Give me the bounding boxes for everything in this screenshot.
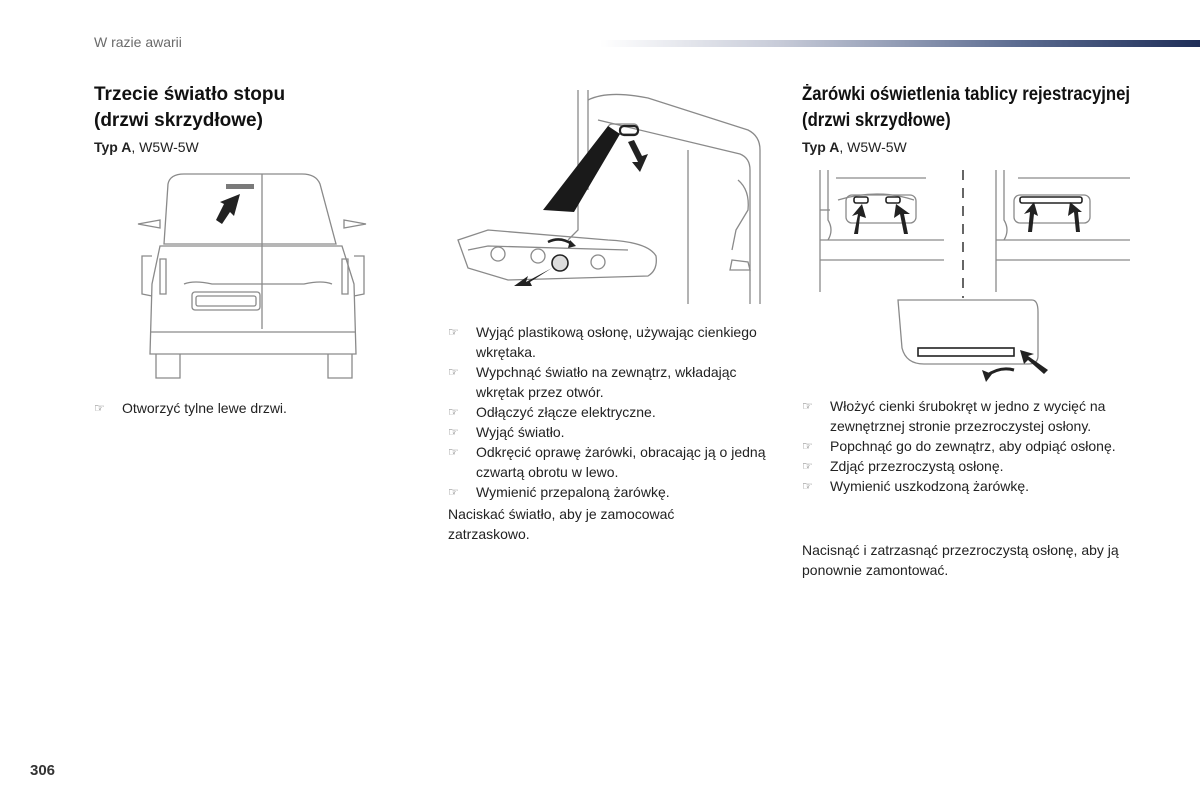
right-heading <box>802 82 1189 134</box>
pointing-hand-icon: ☞ <box>448 485 459 499</box>
list-item: ☞ Zdjąć przezroczystą osłonę. <box>802 458 1004 474</box>
header-gradient-bar <box>600 40 1200 47</box>
van-rear-illustration <box>94 164 404 390</box>
bulb-slot-left <box>854 197 868 203</box>
pointing-hand-icon: ☞ <box>448 445 459 459</box>
up-arrow-left-2 <box>1024 202 1038 232</box>
pointing-hand-icon: ☞ <box>448 425 459 439</box>
pull-out-arrow <box>514 268 552 286</box>
left-instructions <box>94 398 394 418</box>
left-heading <box>94 82 285 134</box>
license-plate-light-illustration <box>818 170 1132 384</box>
pointing-hand-icon: ☞ <box>94 401 105 415</box>
pointing-hand-icon: ☞ <box>802 459 813 473</box>
right-type-line <box>802 139 907 155</box>
middle-closing-text: Naciskać światło, aby je zamocować zatrzaskowo. <box>448 506 675 542</box>
up-arrow-left <box>852 204 866 234</box>
right-type-value: , W5W-5W <box>839 139 907 155</box>
screwdriver-arrow <box>1020 350 1048 374</box>
section-title: W razie awarii <box>94 34 182 50</box>
transparent-cover <box>918 348 1014 356</box>
right-instructions <box>802 396 1142 496</box>
tailgate-light-removal-illustration <box>448 90 768 304</box>
list-item: ☞ Wypchnąć światło na zewnątrz, wkładając wkrętak przez otwór. <box>448 364 737 400</box>
pointing-hand-icon: ☞ <box>448 365 459 379</box>
left-heading-line2: (drzwi skrzydłowe) <box>94 110 263 131</box>
left-type-label: Typ A <box>94 139 132 155</box>
list-item: ☞ Otworzyć tylne lewe drzwi. <box>94 400 287 416</box>
pointing-hand-icon: ☞ <box>448 405 459 419</box>
lens-cover <box>1020 197 1082 203</box>
up-arrow-right-2 <box>1068 202 1082 232</box>
right-heading-line1: Żarówki oświetlenia tablicy rejestracyjnej <box>802 84 1131 105</box>
page-number: 306 <box>30 762 56 779</box>
pointer-arrow <box>216 194 240 224</box>
up-arrow-right <box>894 204 910 234</box>
right-closing-text: Nacisnąć i zatrzasnąć przezroczystą osłonę, aby ją ponownie zamontować. <box>802 542 1119 578</box>
list-item: ☞ Włożyć cienki śrubokręt w jedno z wycięć na zewnętrznej stronie przezroczystej osłony. <box>802 398 1106 434</box>
third-brake-light-marker <box>226 184 254 189</box>
list-item: ☞ Odkręcić oprawę żarówki, obracając ją o jedną czwartą obrotu w lewo. <box>448 444 766 480</box>
pointing-hand-icon: ☞ <box>802 439 813 453</box>
list-item: ☞ Wymienić przepaloną żarówkę. <box>448 484 670 500</box>
pointing-hand-icon: ☞ <box>802 479 813 493</box>
list-item: ☞ Wyjąć plastikową osłonę, używając cienkiego wkrętaka. <box>448 324 757 360</box>
right-type-label: Typ A <box>802 139 840 155</box>
left-heading-line1: Trzecie światło stopu <box>94 84 286 105</box>
push-arrow <box>628 140 648 172</box>
bulb-slot-right <box>886 197 900 203</box>
list-item: ☞ Odłączyć złącze elektryczne. <box>448 404 656 420</box>
list-item: ☞ Wymienić uszkodzoną żarówkę. <box>802 478 1030 494</box>
right-heading-line2: (drzwi skrzydłowe) <box>802 110 951 131</box>
left-type-value: , W5W-5W <box>131 139 199 155</box>
bulb-holder <box>552 255 568 271</box>
left-type-line <box>94 139 199 155</box>
pointing-hand-icon: ☞ <box>802 399 813 413</box>
list-item: ☞ Wyjąć światło. <box>448 424 565 440</box>
list-item: ☞ Popchnąć go do zewnątrz, aby odpiąć osłonę. <box>802 438 1116 454</box>
zoom-wedge <box>543 126 620 212</box>
middle-instructions <box>448 322 768 502</box>
pointing-hand-icon: ☞ <box>448 325 459 339</box>
